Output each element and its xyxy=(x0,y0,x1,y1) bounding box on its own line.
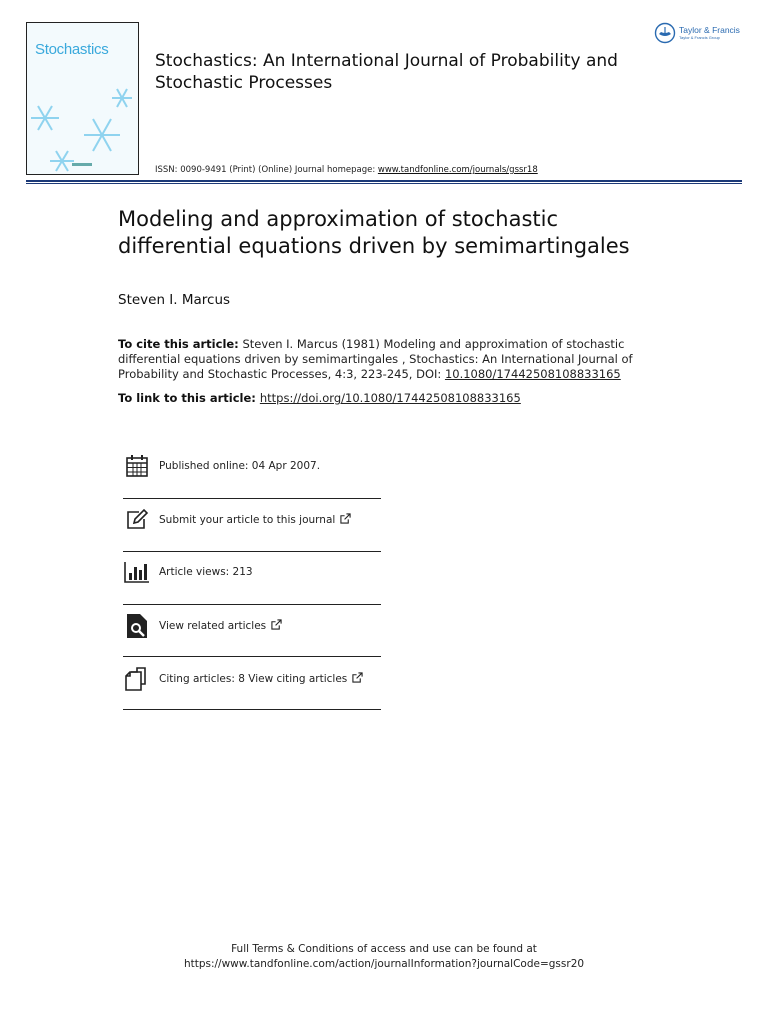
publisher-logo xyxy=(654,22,740,44)
cite-text: Steven I. Marcus (1981) Modeling and approximation of stochastic differential equations driven by semimartingales , Stochastics: An International Journal of Probability and Stochastic Processes, 4:3, 223-245, DOI: xyxy=(118,337,633,381)
submit-article-row[interactable] xyxy=(123,506,381,534)
doi-link[interactable]: 10.1080/17442508108833165 xyxy=(444,367,621,381)
cover-title: Stochastics xyxy=(35,41,109,58)
issn-text: ISSN: 0090-9491 (Print) (Online) Journal homepage: xyxy=(155,165,378,175)
edit-icon xyxy=(123,506,151,534)
divider xyxy=(123,709,381,710)
cite-label: To cite this article: xyxy=(118,337,239,351)
article-views-row xyxy=(123,558,381,586)
footer-line-1: Full Terms & Conditions of access and use can be found at xyxy=(231,943,537,955)
divider xyxy=(123,498,381,499)
external-link-icon xyxy=(340,513,351,527)
article-author: Steven I. Marcus xyxy=(118,292,231,308)
footer-terms xyxy=(0,942,768,972)
divider xyxy=(123,656,381,657)
submit-article-link[interactable]: Submit your article to this journal xyxy=(159,514,336,526)
publisher-group: Taylor & Francis Group xyxy=(679,35,720,40)
related-articles-link[interactable]: View related articles xyxy=(159,620,267,632)
bar-chart-icon xyxy=(123,558,151,586)
publisher-name: Taylor & Francis xyxy=(679,25,740,35)
divider xyxy=(123,604,381,605)
published-date: Published online: 04 Apr 2007. xyxy=(159,460,321,472)
divider xyxy=(123,551,381,552)
citing-articles-row[interactable] xyxy=(123,665,381,693)
external-link-icon xyxy=(271,619,282,633)
issn-line xyxy=(155,165,538,175)
article-views: Article views: 213 xyxy=(159,566,253,578)
related-articles-row[interactable] xyxy=(123,612,381,640)
article-link-line xyxy=(118,391,521,405)
citation-block xyxy=(118,337,638,382)
journal-title: Stochastics: An International Journal of Probability and Stochastic Processes xyxy=(155,51,618,93)
article-title: Modeling and approximation of stochastic differential equations driven by semimartingales xyxy=(118,207,630,258)
external-link-icon xyxy=(352,672,363,686)
footer-terms-link[interactable]: https://www.tandfonline.com/action/journalInformation?journalCode=gssr20 xyxy=(183,958,585,970)
link-label: To link to this article: xyxy=(118,391,260,405)
header-rule-thin xyxy=(26,183,742,184)
header-rule xyxy=(26,180,742,182)
published-row xyxy=(123,452,381,480)
journal-cover-image xyxy=(26,22,139,175)
article-url-link[interactable]: https://doi.org/10.1080/17442508108833165 xyxy=(259,391,521,405)
journal-homepage-link[interactable]: www.tandfonline.com/journals/gssr18 xyxy=(377,165,538,175)
taylor-francis-logo-icon xyxy=(654,22,676,44)
search-document-icon xyxy=(123,612,151,640)
copy-documents-icon xyxy=(123,665,151,693)
calendar-icon xyxy=(123,452,151,480)
citing-articles-link[interactable]: Citing articles: 8 View citing articles xyxy=(159,673,348,685)
